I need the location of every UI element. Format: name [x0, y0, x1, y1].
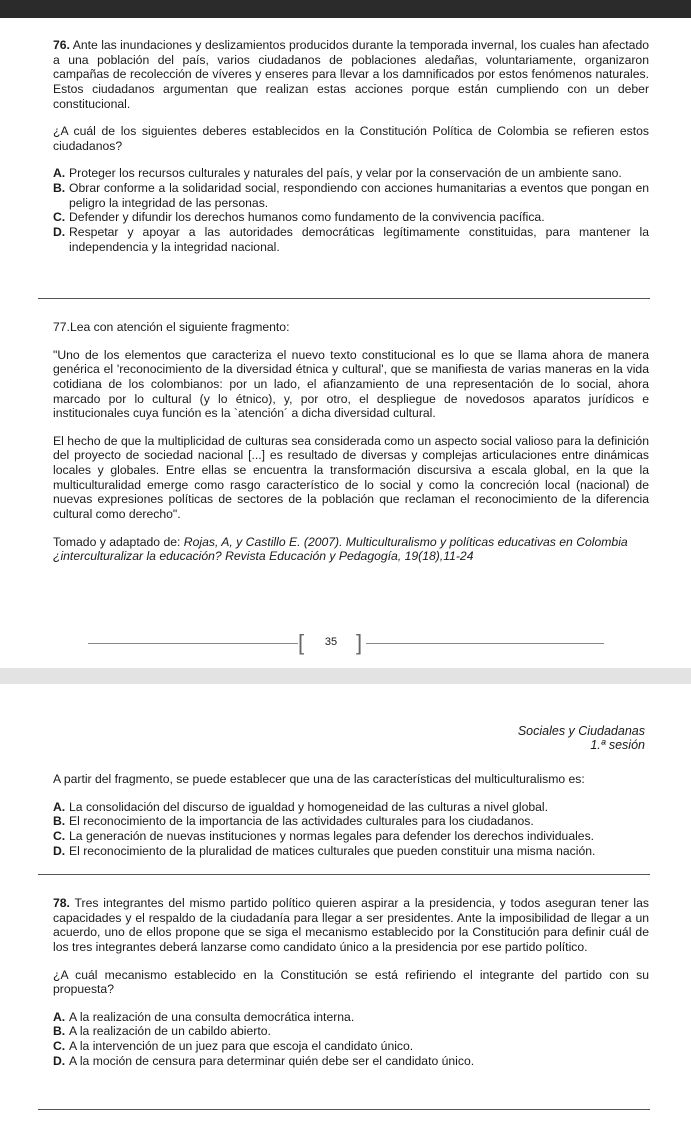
- q77-paragraph-2: El hecho de que la multiplicidad de culturas sea considerada como un aspecto social valioso para la definición del proyecto de sociedad nacional [...] es resultado de diversas y complejas articulaciones entre dinámicas locales y globales. Entre ellas se encuentra la transformación discursiva a escala global, en la que la multiculturalidad emerge como rasgo característico de lo social y como la concreción local (nacional) de nuevas expresiones políticas de sectores de la población que reclaman el reconocimiento de la diferencia cultural como derecho".: [53, 433, 649, 522]
- option-letter: B.: [53, 1024, 66, 1039]
- source-prefix: Tomado y adaptado de:: [53, 534, 184, 549]
- page-gap: [0, 668, 691, 684]
- option-text: El reconocimiento de la importancia de las actividades culturales para los ciudadanos.: [69, 814, 534, 829]
- q76-number: 76.: [53, 38, 70, 52]
- q78-options: [53, 1010, 649, 1069]
- option-c[interactable]: [53, 1039, 649, 1054]
- footer-bracket-right: ]: [356, 630, 363, 655]
- divider: [38, 1109, 650, 1110]
- footer-line-left: [88, 643, 298, 644]
- q77-options: [53, 800, 649, 859]
- option-text: La generación de nuevas instituciones y normas legales para defender los derechos individuales.: [69, 828, 595, 843]
- page-36: [0, 684, 691, 1123]
- option-letter: D.: [53, 1053, 66, 1068]
- option-text: Defender y difundir los derechos humanos como fundamento de la convivencia pacífica.: [69, 210, 545, 225]
- q77-intro: 77.Lea con atención el siguiente fragmento:: [53, 320, 290, 334]
- q77-paragraph-1: "Uno de los elementos que caracteriza el nuevo texto constitucional es lo que se llama ahora de manera genérica el 'reconocimiento de la diversidad étnica y cultural', que se manifiesta de varias maneras en la vida cotidiana de los colombianos: por un lado, el afianzamiento de una representación de lo social, ahora marcado por lo cultural (y lo étnico), y, por otro, el despliegue de novedosos aparatos jurídicos e institucionales cuya función es la `atención´ a dicha diversidad cultural.: [53, 347, 649, 421]
- divider: [38, 298, 650, 299]
- q77-question: A partir del fragmento, se puede establecer que una de las características del multiculturalismo es:: [53, 772, 585, 786]
- option-letter: B.: [53, 181, 66, 196]
- q78-question: ¿A cuál mecanismo establecido en la Constitución se está refiriendo el integrante del partido con su propuesta?: [53, 967, 649, 997]
- option-d[interactable]: [53, 844, 649, 859]
- option-letter: C.: [53, 828, 66, 843]
- q77-source: [53, 535, 649, 564]
- option-letter: A.: [53, 799, 66, 814]
- option-letter: A.: [53, 166, 66, 181]
- option-letter: C.: [53, 1039, 66, 1054]
- question-76: [53, 38, 649, 254]
- option-d[interactable]: [53, 1054, 649, 1069]
- option-a[interactable]: [53, 800, 649, 815]
- option-letter: A.: [53, 1009, 66, 1024]
- option-text: Obrar conforme a la solidaridad social, respondiendo con acciones humanitarias a eventos que pongan en peligro la integridad de las personas.: [69, 181, 649, 210]
- footer-line-right: [366, 643, 604, 644]
- question-78: [53, 896, 649, 1068]
- page-header: [518, 724, 645, 753]
- page-number: 35: [324, 636, 338, 648]
- option-letter: C.: [53, 210, 66, 225]
- option-text: La consolidación del discurso de igualdad y homogeneidad de las culturas a nivel global.: [69, 799, 549, 814]
- option-a[interactable]: [53, 166, 649, 181]
- divider: [38, 874, 650, 875]
- option-b[interactable]: [53, 1024, 649, 1039]
- page-35: [0, 18, 691, 668]
- option-text: A la intervención de un juez para que escoja el candidato único.: [69, 1039, 414, 1054]
- q78-stem: [53, 896, 649, 955]
- footer-bracket-left: [: [298, 630, 305, 655]
- q78-number: 78.: [53, 896, 70, 910]
- option-text: A la realización de un cabildo abierto.: [69, 1024, 271, 1039]
- header-session: 1.ª sesión: [590, 738, 645, 753]
- option-text: A la realización de una consulta democrática interna.: [69, 1009, 355, 1024]
- option-letter: D.: [53, 225, 66, 240]
- q76-question: ¿A cuál de los siguientes deberes establecidos en la Constitución Política de Colombia se refieren estos ciudadanos?: [53, 124, 649, 153]
- option-letter: D.: [53, 843, 66, 858]
- option-b[interactable]: [53, 181, 649, 210]
- option-d[interactable]: [53, 225, 649, 254]
- source-citation: Rojas, A, y Castillo E. (2007). Multiculturalismo y políticas educativas en Colombia ¿interculturalizar la educación? Revista Educación y Pedagogía, 19(18),11-24: [53, 534, 628, 564]
- page-footer: [0, 630, 691, 656]
- question-77-fragment: [53, 320, 649, 564]
- top-dark-bar: [0, 0, 691, 18]
- q78-stem-text: Tres integrantes del mismo partido político quieren aspirar a la presidencia, y todos aseguran tener las capacidades y el respaldo de la ciudadanía para llegar a ser presidentes. Ante la imposibilidad de llegar a un acuerdo, uno de ellos propone que se siga el mecanismo establecido por la Constitución para definir cuál de los tres integrantes deberá lanzarse como candidato único a la presidencia por ese partido político.: [53, 896, 649, 954]
- option-a[interactable]: [53, 1010, 649, 1025]
- q76-options: [53, 166, 649, 254]
- option-letter: B.: [53, 814, 66, 829]
- q76-stem: [53, 38, 649, 111]
- option-text: Respetar y apoyar a las autoridades democráticas legítimamente constituidas, para mantener la independencia y la integridad nacional.: [69, 225, 649, 254]
- option-text: A la moción de censura para determinar quién debe ser el candidato único.: [69, 1053, 475, 1068]
- option-text: El reconocimiento de la pluralidad de matices culturales que pueden constituir una misma nación.: [69, 843, 596, 858]
- option-b[interactable]: [53, 814, 649, 829]
- option-c[interactable]: [53, 829, 649, 844]
- question-77: [53, 772, 649, 858]
- header-subject: Sociales y Ciudadanas: [517, 724, 645, 738]
- option-c[interactable]: [53, 210, 649, 225]
- option-text: Proteger los recursos culturales y naturales del país, y velar por la conservación de un ambiente sano.: [69, 166, 622, 181]
- q76-stem-text: Ante las inundaciones y deslizamientos producidos durante la temporada invernal, los cuales han afectado a una población del país, varios ciudadanos de poblaciones aledañas, voluntariamente, organizaron campañas de recolección de víveres y enseres para llevar a los damnificados por estos fenómenos naturales. Estos ciudadanos argumentan que realizan estas acciones porque están cumpliendo con un deber constitucional.: [53, 38, 649, 111]
